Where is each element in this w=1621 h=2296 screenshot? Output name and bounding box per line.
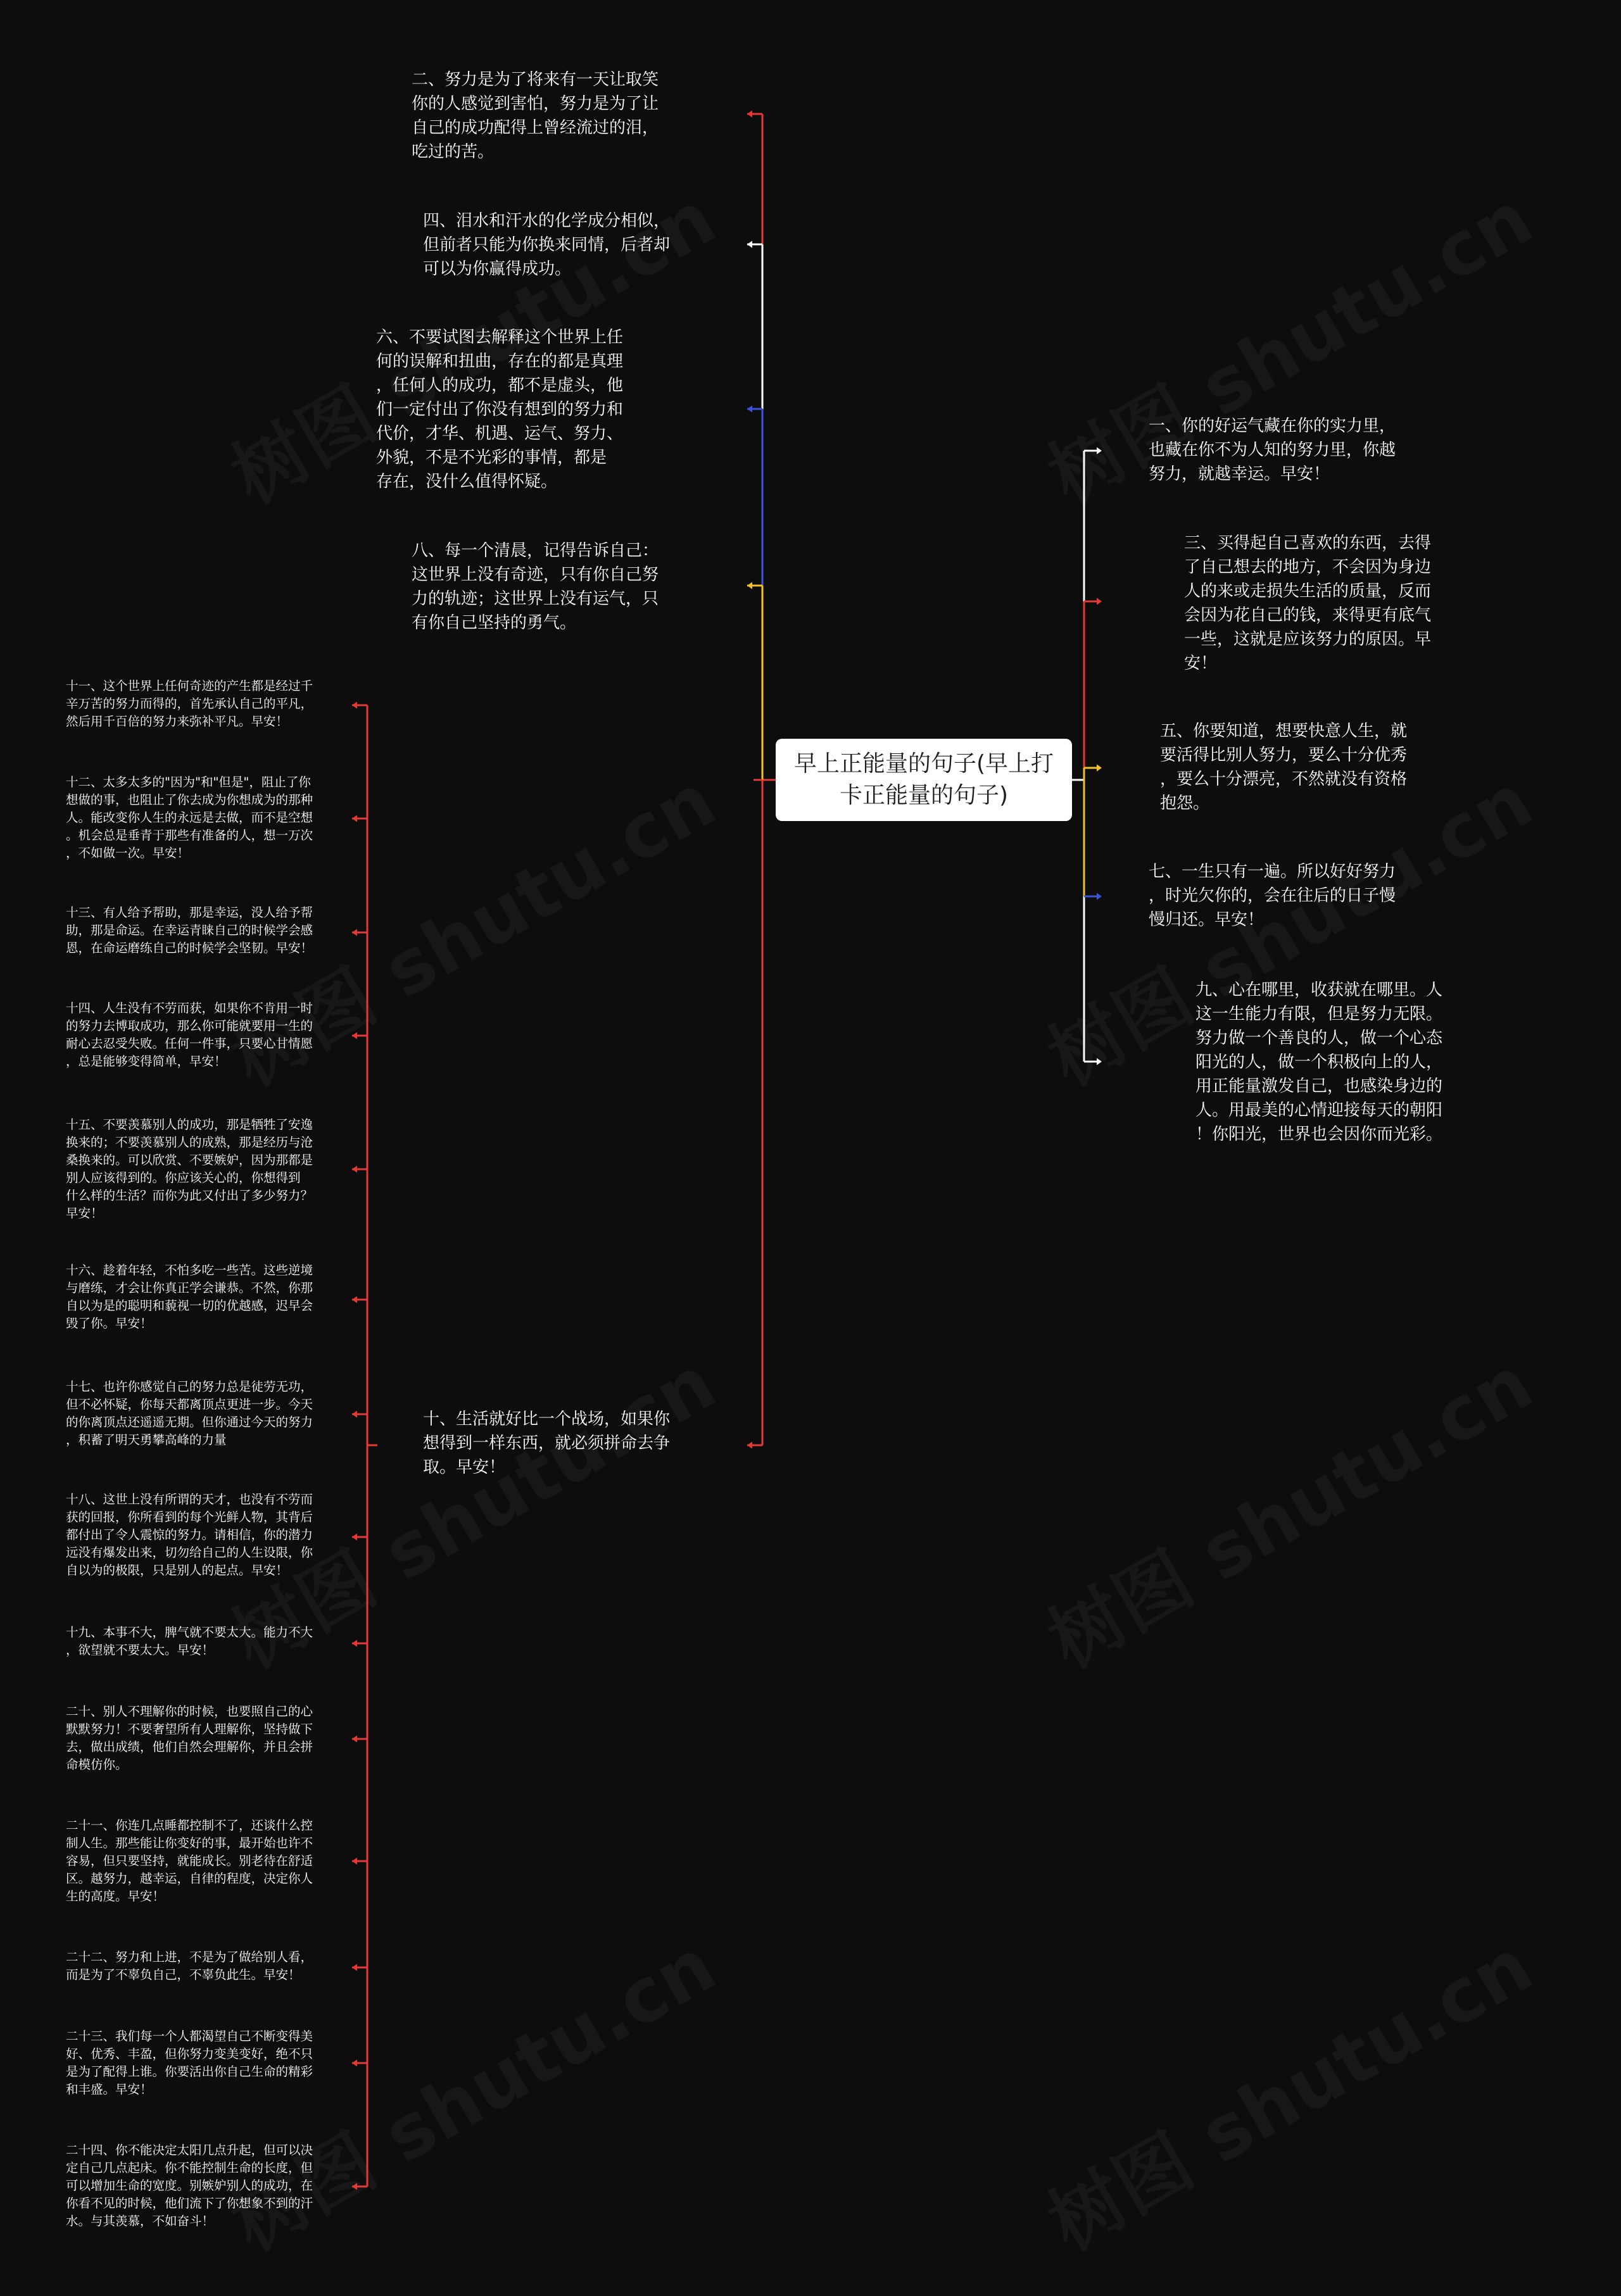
- sub-node[interactable]: 十四、人生没有不劳而获，如果你不肯用一时 的努力去博取成功，那么你可能就要用一生的 耐心去忍受失败。任何一件事，只要心甘情愿 ，总是能够变得简单，早安！: [66, 1001, 313, 1069]
- sub-node[interactable]: 十九、本事不大，脾气就不要太大。能力不大 ，欲望就不要太大。早安！: [66, 1625, 313, 1657]
- arrow-icon: [1097, 764, 1102, 771]
- sub-node[interactable]: 十二、太多太多的"因为"和"但是"，阻止了你 想做的事，也阻止了你去成为你想成为的那种 人。能改变你人生的永远是去做，而不是空想 。机会总是垂青于那些有准备的人，想一万次 ，不如做一次。早安！: [66, 775, 313, 860]
- arrow-icon: [352, 1640, 357, 1647]
- arrow-icon: [1097, 598, 1102, 605]
- arrow-icon: [352, 2183, 357, 2190]
- sub-node[interactable]: 十一、这个世界上任何奇迹的产生都是经过千 辛万苦的努力而得的，首先承认自己的平凡， 然后用千百倍的努力来弥补平凡。早安！: [66, 679, 313, 729]
- branch-node-left[interactable]: 十、生活就好比一个战场，如果你 想得到一样东西，就必须拼命去争 取。早安！: [423, 1410, 671, 1477]
- arrow-icon: [747, 110, 752, 117]
- arrow-icon: [352, 815, 357, 822]
- arrow-icon: [352, 701, 357, 708]
- sub-node[interactable]: 十五、不要羡慕别人的成功，那是牺牲了安逸 换来的；不要羡慕别人的成熟，那是经历与沧 桑换来的。可以欣赏、不要嫉妒，因为那都是 别人应该得到的。你应该关心的，你想得到 什么样的生活？而你为此又付出了多少努力？ 早安！: [66, 1117, 313, 1220]
- sub-node[interactable]: 十七、也许你感觉自己的努力总是徒劳无功， 但不必怀疑，你每天都离顶点更进一步。今天 的你离顶点还遥遥无期。但你通过今天的努力 ，积蓄了明天勇攀高峰的力量: [66, 1379, 313, 1447]
- sub-node[interactable]: 二十二、努力和上进，不是为了做给别人看， 而是为了不辜负自己，不辜负此生。早安！: [66, 1950, 313, 1982]
- arrow-icon: [352, 1964, 357, 1971]
- sub-node[interactable]: 二十四、你不能决定太阳几点升起，但可以决 定自己几点起床。你不能控制生命的长度，但 可以增加生命的宽度。别嫉妒别人的成功，在 你看不见的时候，他们流下了你想象不到的汗 水。与其羡慕，不如奋斗！: [66, 2143, 313, 2228]
- arrow-icon: [747, 1441, 752, 1448]
- sub-node[interactable]: 十八、这世上没有所谓的天才，也没有不劳而 获的回报，你所看到的每个光鲜人物，其背后 都付出了令人震惊的努力。请相信，你的潜力 远没有爆发出来，切勿给自己的人生设限，你 自以为的极限，只是别人的起点。早安！: [66, 1492, 313, 1578]
- arrow-icon: [352, 1165, 357, 1172]
- sub-node[interactable]: 十三、有人给予帮助，那是幸运，没人给予帮 助，那是命运。在幸运青睐自己的时候学会感 恩，在命运磨练自己的时候学会坚韧。早安！: [66, 905, 313, 955]
- arrow-icon: [352, 1857, 357, 1864]
- sub-node[interactable]: 二十、别人不理解你的时候，也要照自己的心 默默努力！不要奢望所有人理解你，坚持做下 去，做出成绩，他们自然会理解你，并且会拼 命模仿你。: [66, 1704, 313, 1772]
- arrow-icon: [1097, 893, 1102, 900]
- arrow-icon: [1097, 1058, 1102, 1065]
- branch-node-right[interactable]: 三、买得起自己喜欢的东西，去得 了自己想去的地方，不会因为身边 人的来或走损失生活的质量，反而 会因为花自己的钱，来得更有底气 一些，这就是应该努力的原因。早 安！: [1184, 534, 1432, 673]
- branch-node-right[interactable]: 一、你的好运气藏在你的实力里， 也藏在你不为人知的努力里，你越 努力，就越幸运。早安！: [1149, 417, 1396, 484]
- arrow-icon: [747, 241, 752, 248]
- branch-node-right[interactable]: 七、一生只有一遍。所以好好努力 ，时光欠你的，会在往后的日子慢 慢归还。早安！: [1149, 862, 1396, 929]
- branch-node-right[interactable]: 九、心在哪里，收获就在哪里。人 这一生能力有限，但是努力无限。 努力做一个善良的人，做一个心态 阳光的人，做一个积极向上的人， 用正能量激发自己，也感染身边的 人。用最美的心情迎接每天的朝阳 ！你阳光，世界也会因你而光彩。: [1195, 981, 1443, 1144]
- sub-node[interactable]: 二十三、我们每一个人都渴望自己不断变得美 好、优秀、丰盈，但你努力变美变好，绝不只 是为了配得上谁。你要活出你自己生命的精彩 和丰盛。早安！: [66, 2029, 313, 2097]
- arrow-icon: [747, 405, 752, 412]
- sub-node[interactable]: 二十一、你连几点睡都控制不了，还谈什么控 制人生。那些能让你变好的事，最开始也许不 容易，但只要坚持，就能成长。别老待在舒适 区。越努力，越幸运，自律的程度，决定你人 生的高度。早安！: [66, 1818, 313, 1904]
- arrow-icon: [352, 929, 357, 936]
- arrow-icon: [352, 1533, 357, 1540]
- branch-node-left[interactable]: 四、泪水和汗水的化学成分相似， 但前者只能为你换来同情，后者却 可以为你赢得成功。: [423, 211, 671, 279]
- branch-node-left[interactable]: 六、不要试图去解释这个世界上任 何的误解和扭曲，存在的都是真理 ，任何人的成功，都不是虚头，他 们一定付出了你没有想到的努力和 代价，才华、机遇、运气、努力、 外貌，不是不光彩的事情，都是 存在，没什么值得怀疑。: [376, 328, 624, 491]
- branch-node-left[interactable]: 二、努力是为了将来有一天让取笑 你的人感觉到害怕，努力是为了让 自己的成功配得上曾经流过的泪， 吃过的苦。: [412, 70, 659, 161]
- branch-node-left[interactable]: 八、每一个清晨，记得告诉自己： 这世界上没有奇迹，只有你自己努 力的轨迹；这世界上没有运气，只 有你自己坚持的勇气。: [412, 541, 659, 632]
- arrow-icon: [352, 1735, 357, 1742]
- branch-node-right[interactable]: 五、你要知道，想要快意人生，就 要活得比别人努力，要么十分优秀 ，要么十分漂亮，不然就没有资格 抱怨。: [1160, 722, 1408, 813]
- arrow-icon: [1097, 447, 1102, 454]
- arrow-icon: [747, 582, 752, 589]
- arrow-icon: [352, 1296, 357, 1303]
- sub-node[interactable]: 十六、趁着年轻，不怕多吃一些苦。这些逆境 与磨练，才会让你真正学会谦恭。不然，你那 自以为是的聪明和藐视一切的优越感，迟早会 毁了你。早安！: [66, 1263, 313, 1331]
- arrow-icon: [352, 2059, 357, 2066]
- arrow-icon: [352, 1410, 357, 1417]
- root-node[interactable]: 早上正能量的句子(早上打卡正能量的句子): [776, 739, 1072, 821]
- arrow-icon: [352, 1032, 357, 1039]
